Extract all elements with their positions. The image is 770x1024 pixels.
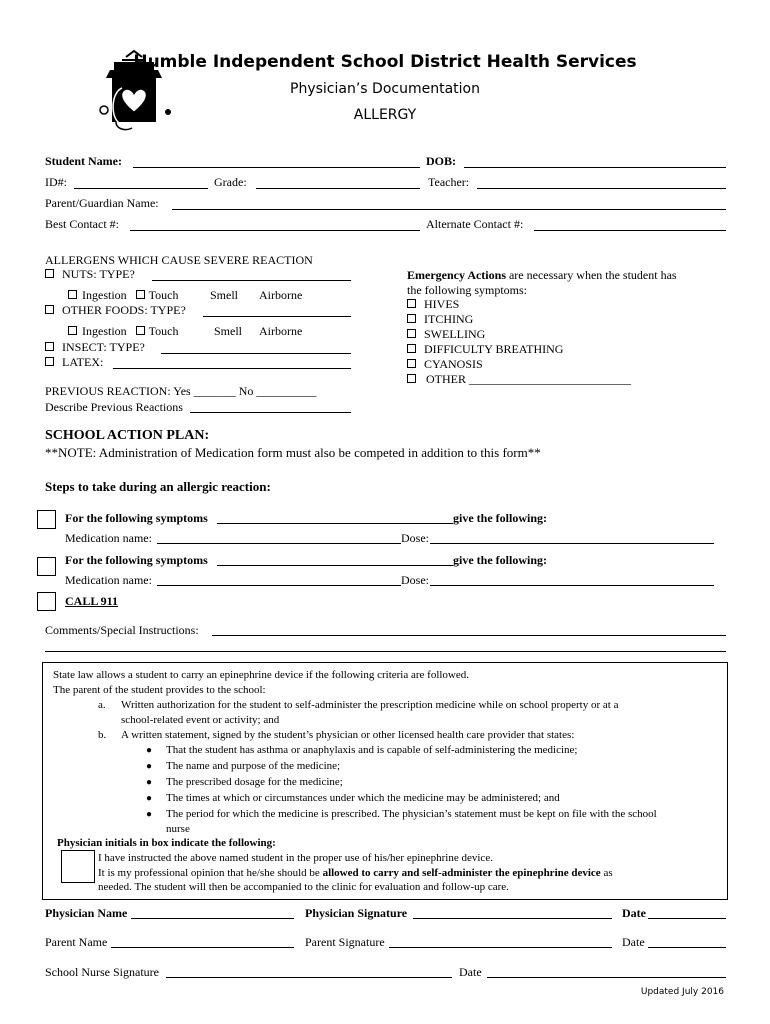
comments-field-line-2[interactable] xyxy=(45,651,726,652)
step-1-medication-field[interactable] xyxy=(157,543,401,544)
comments-field[interactable] xyxy=(212,635,726,636)
physician-date-field[interactable] xyxy=(648,918,726,919)
emergency-actions-intro: Emergency Actions are necessary when the student has xyxy=(407,268,677,282)
statement-item-4: The times at which or circumstances under which the medicine may be administered; and xyxy=(166,792,560,804)
step-1-symptoms-label: For the following symptoms xyxy=(65,511,208,525)
id-field[interactable] xyxy=(74,188,208,189)
step-2-symptoms-field[interactable] xyxy=(217,565,453,566)
physician-date-label: Date xyxy=(622,906,646,920)
document-subtitle: Physician’s Documentation xyxy=(290,81,480,97)
grade-field[interactable] xyxy=(256,188,420,189)
criteria-a-label: a. xyxy=(98,699,106,711)
step-2-dose-field[interactable] xyxy=(430,585,714,586)
action-plan-note: **NOTE: Administration of Medication form must also be competed in addition to this form** xyxy=(45,445,541,460)
symptom-other[interactable]: OTHER ___________________________ xyxy=(407,372,631,387)
step-1-medication-label: Medication name: xyxy=(65,531,152,545)
symptom-itching[interactable]: ITCHING xyxy=(407,312,473,327)
latex-label: LATEX: xyxy=(62,355,104,369)
touch-label: Touch xyxy=(148,288,179,302)
itching-checkbox[interactable] xyxy=(407,314,416,323)
nuts-smell-label: Smell xyxy=(210,288,239,302)
school-nurse-signature-field[interactable] xyxy=(166,977,452,978)
step-1-dose-label: Dose: xyxy=(401,531,429,545)
step-1-checkbox[interactable] xyxy=(37,510,56,529)
dob-field[interactable] xyxy=(464,167,726,168)
best-contact-label: Best Contact #: xyxy=(45,217,119,231)
alternate-contact-field[interactable] xyxy=(534,230,726,231)
statement-item-3: The prescribed dosage for the medicine; xyxy=(166,776,343,788)
document-title: Humble Independent School District Health Services xyxy=(133,52,637,72)
symptom-hives[interactable]: HIVES xyxy=(407,297,459,312)
insect-type-field[interactable] xyxy=(161,353,351,354)
bullet-icon: ● xyxy=(146,745,153,756)
describe-previous-field[interactable] xyxy=(190,412,351,413)
parent-signature-field[interactable] xyxy=(389,947,612,948)
step-1-symptoms-field[interactable] xyxy=(217,523,453,524)
parent-guardian-field[interactable] xyxy=(172,209,726,210)
call-911-checkbox[interactable] xyxy=(37,592,56,611)
step-1-give-label: give the following: xyxy=(453,511,547,525)
other-checkbox[interactable] xyxy=(407,374,416,383)
symptom-swelling[interactable]: SWELLING xyxy=(407,327,485,342)
symptom-difficulty-breathing[interactable]: DIFFICULTY BREATHING xyxy=(407,342,563,357)
updated-date: Updated July 2016 xyxy=(640,987,724,997)
teacher-label: Teacher: xyxy=(428,175,470,189)
physician-signature-label: Physician Signature xyxy=(305,906,408,920)
swelling-checkbox[interactable] xyxy=(407,329,416,338)
comments-label: Comments/Special Instructions: xyxy=(45,623,199,637)
nuts-type-field[interactable] xyxy=(152,280,351,281)
state-law-line-2: The parent of the student provides to the school: xyxy=(53,684,266,696)
step-2-checkbox[interactable] xyxy=(37,557,56,576)
teacher-field[interactable] xyxy=(477,188,726,189)
nuts-exposure-options xyxy=(68,288,179,303)
criteria-b-label: b. xyxy=(98,729,107,741)
dob-label: DOB: xyxy=(426,154,456,168)
nuts-checkbox[interactable] xyxy=(45,269,54,278)
ingestion-label: Ingestion xyxy=(82,324,127,338)
parent-date-field[interactable] xyxy=(648,947,726,948)
cyanosis-checkbox[interactable] xyxy=(407,359,416,368)
criteria-b-text: A written statement, signed by the student’s physician or other licensed health care provider that states: xyxy=(121,729,575,741)
physician-name-field[interactable] xyxy=(131,918,294,919)
criteria-a-text: Written authorization for the student to self-administer the prescription medicine while on school property or at a xyxy=(121,699,619,711)
insect-row[interactable] xyxy=(45,340,145,355)
bullet-icon: ● xyxy=(146,793,153,804)
bullet-icon: ● xyxy=(146,761,153,772)
latex-type-field[interactable] xyxy=(113,368,351,369)
nuts-touch-checkbox[interactable] xyxy=(136,290,145,299)
nuts-ingestion-checkbox[interactable] xyxy=(68,290,77,299)
step-2-medication-label: Medication name: xyxy=(65,573,152,587)
statement-item-5-cont: nurse xyxy=(166,823,190,835)
statement-item-1: That the student has asthma or anaphylaxis and is capable of self-administering the medicine; xyxy=(166,744,578,756)
physician-initials-box[interactable] xyxy=(61,850,95,883)
state-law-line-1: State law allows a student to carry an epinephrine device if the following criteria are followed. xyxy=(53,669,470,681)
step-2-dose-label: Dose: xyxy=(401,573,429,587)
foods-ingestion-checkbox[interactable] xyxy=(68,326,77,335)
nuts-label: NUTS: TYPE? xyxy=(62,267,135,281)
student-name-field[interactable] xyxy=(133,167,420,168)
previous-reaction: PREVIOUS REACTION: Yes _______ No __________ xyxy=(45,384,317,398)
bullet-icon: ● xyxy=(146,777,153,788)
nuts-airborne-label: Airborne xyxy=(259,288,303,302)
insect-checkbox[interactable] xyxy=(45,342,54,351)
step-2-symptoms-label: For the following symptoms xyxy=(65,553,208,567)
best-contact-field[interactable] xyxy=(130,230,420,231)
statement-item-2: The name and purpose of the medicine; xyxy=(166,760,341,772)
alternate-contact-label: Alternate Contact #: xyxy=(426,217,524,231)
physician-signature-field[interactable] xyxy=(413,918,612,919)
statement-item-5: The period for which the medicine is prescribed. The physician’s statement must be kept on file with the school xyxy=(166,808,657,820)
parent-guardian-label: Parent/Guardian Name: xyxy=(45,196,159,210)
ingestion-label: Ingestion xyxy=(82,288,127,302)
state-law-box xyxy=(42,662,728,900)
physician-initials-heading: Physician initials in box indicate the following: xyxy=(57,837,276,849)
steps-heading: Steps to take during an allergic reaction: xyxy=(45,479,271,494)
nurse-date-label: Date xyxy=(459,965,482,979)
parent-name-label: Parent Name xyxy=(45,935,108,949)
foods-touch-checkbox[interactable] xyxy=(136,326,145,335)
allergens-heading: ALLERGENS WHICH CAUSE SEVERE REACTION xyxy=(45,253,313,267)
nurse-date-field[interactable] xyxy=(487,977,726,978)
hives-checkbox[interactable] xyxy=(407,299,416,308)
touch-label: Touch xyxy=(148,324,179,338)
student-name-label: Student Name: xyxy=(45,154,122,168)
step-2-give-label: give the following: xyxy=(453,553,547,567)
latex-checkbox[interactable] xyxy=(45,357,54,366)
other-foods-exposure-options xyxy=(68,324,179,339)
parent-name-field[interactable] xyxy=(111,947,294,948)
id-label: ID#: xyxy=(45,175,67,189)
other-foods-type-field[interactable] xyxy=(203,316,351,317)
opinion-statement-2: needed. The student will then be accompanied to the clinic for evaluation and follow-up care. xyxy=(98,881,509,893)
step-2-medication-field[interactable] xyxy=(157,585,401,586)
symptom-cyanosis[interactable]: CYANOSIS xyxy=(407,357,483,372)
other-foods-checkbox[interactable] xyxy=(45,305,54,314)
parent-date-label: Date xyxy=(622,935,645,949)
nuts-row[interactable] xyxy=(45,267,135,282)
action-plan-heading: SCHOOL ACTION PLAN: xyxy=(45,428,210,443)
call-911-label: CALL 911 xyxy=(65,594,119,608)
insect-label: INSECT: TYPE? xyxy=(62,340,145,354)
parent-signature-label: Parent Signature xyxy=(305,935,385,949)
other-foods-label: OTHER FOODS: TYPE? xyxy=(62,303,186,317)
school-nurse-signature-label: School Nurse Signature xyxy=(45,965,159,979)
other-foods-row[interactable] xyxy=(45,303,186,318)
grade-label: Grade: xyxy=(214,175,247,189)
emergency-actions-intro-2: the following symptoms: xyxy=(407,283,527,297)
difficulty-breathing-checkbox[interactable] xyxy=(407,344,416,353)
step-1-dose-field[interactable] xyxy=(430,543,714,544)
describe-previous-label: Describe Previous Reactions xyxy=(45,400,183,414)
foods-smell-label: Smell xyxy=(214,324,243,338)
form-type: ALLERGY xyxy=(353,107,417,123)
foods-airborne-label: Airborne xyxy=(259,324,303,338)
opinion-statement: It is my professional opinion that he/she should be allowed to carry and self-administer the epinephrine device as xyxy=(98,867,613,879)
bullet-icon: ● xyxy=(146,809,153,820)
instructed-statement: I have instructed the above named student in the proper use of his/her epinephrine device. xyxy=(98,852,493,864)
physician-name-label: Physician Name xyxy=(45,906,128,920)
latex-row[interactable] xyxy=(45,355,103,370)
criteria-a-text-2: school-related event or activity; and xyxy=(121,714,280,726)
